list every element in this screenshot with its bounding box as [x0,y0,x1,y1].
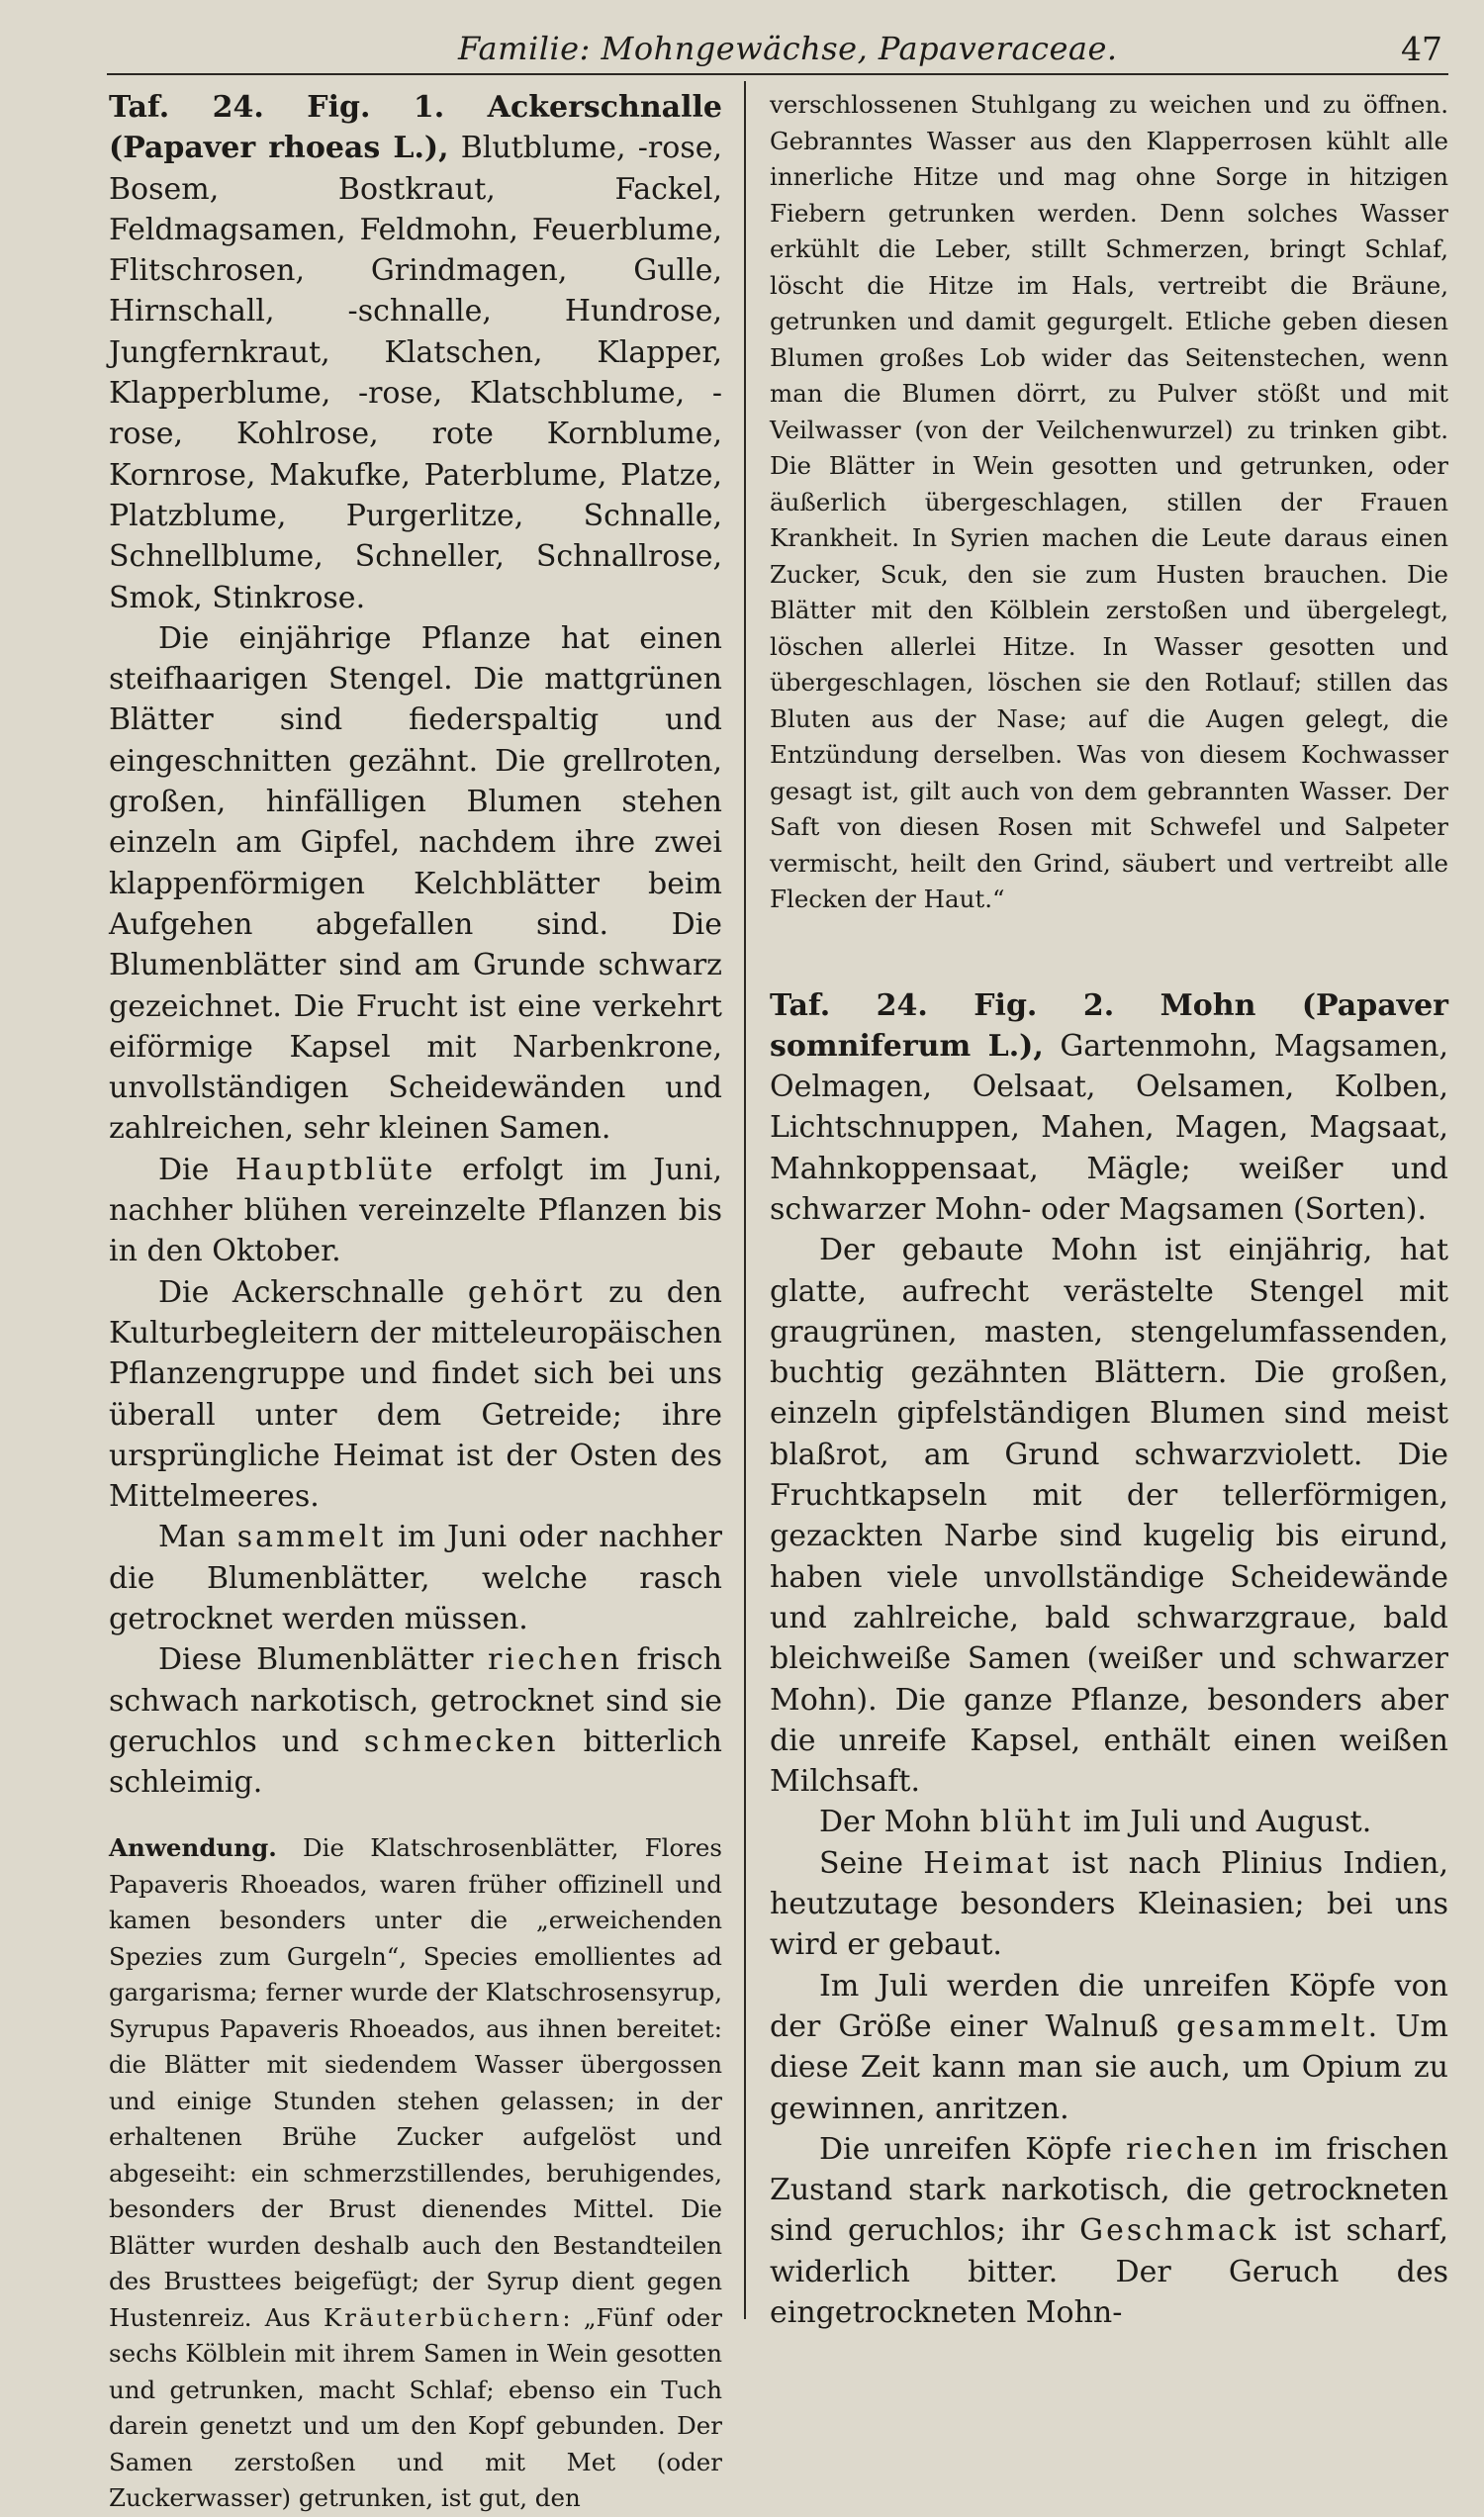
entry-mohn-intro [770,985,1448,1231]
text-run: im Juni oder nachher die Blumenblätter, welche rasch getrocknet werden müssen. [109,1520,723,1636]
text-run: ist scharf, widerlich bitter. Der Geruch des eingetrockneten Mohn- [770,2213,1448,2330]
smell-taste-paragraph [109,1639,722,1803]
text-run: . Um diese Zeit kann man sie auch, um Opium zu gewinnen, anritzen. [770,2008,1448,2126]
collection-paragraph [109,1517,722,1639]
paragraph-gap [770,918,1448,985]
text-run: Diese Blumenblätter [158,1642,489,1678]
running-head [107,24,1442,75]
description-paragraph: Der gebaute Mohn ist einjährig, hat glatte, aufrecht verästelte Stengel mit graugrünen, masten, stengelumfassenden, buchtig gezähnten Blättern. Die großen, einzeln gipfelständigen Blumen sind meist blaßrot, am Grund schwarzviolett. Die Fruchtkapseln mit der tellerförmigen, gezackten Narbe sind kugelig bis eirund, haben viele unvollständige Scheidewände und zahlreiche, bald schwarzgraue, bald bleichweiße Samen (weißer und schwarzer Mohn). Die ganze Pflanze, besonders aber die unreife Kapsel, enthält einen weißen Milchsaft. [770,1233,1448,1800]
spaced-term: sammelt [236,1520,387,1555]
text-run: Die unreifen Köpfe [819,2131,1127,2167]
left-column [109,87,722,2517]
text-run: Man [158,1520,237,1555]
text-run: : „Fünf oder sechs Kölblein mit ihrem Samen in Wein gesotten und getrunken, macht Schlaf; ebenso ein Tuch darein genetzt und um den Kopf gebunden. Der Samen zerstoßen und mit Met (oder Zuckerwasser) getrunken, ist gut, den [109,2302,722,2513]
text-run: Im Juli werden die unreifen Köpfe von der Größe einer Walnuß [770,1968,1448,2044]
right-column [770,87,1448,2333]
entry-ackerschnalle-heading: Taf. 24. Fig. 1. Ackerschnalle (Papaver rhoeas L.), [109,90,722,166]
spaced-term: Hauptblüte [234,1152,436,1187]
running-title: Familie: Mohngewächse, Papaveraceae. [458,30,1118,67]
spaced-term: riechen [488,1642,622,1678]
text-run: Der Mohn [819,1805,980,1840]
habitat-paragraph [109,1272,722,1518]
text-run: ist nach Plinius Indien, heutzutage besonders Kleinasien; bei uns wird er gebaut. [770,1845,1448,1963]
collection-paragraph [770,1966,1448,2129]
spaced-term: Heimat [923,1845,1053,1881]
description-paragraph: Die einjährige Pflanze hat einen steifhaarigen Stengel. Die mattgrünen Blätter sind fiederspaltig und eingeschnitten gezähnt. Die grellroten, großen, hinfälligen Blumen stehen einzeln am Gipfel, nachdem ihre zwei klappenförmigen Kelchblätter beim Aufgehen abgefallen sind. Die Blumenblätter sind am Grunde schwarz gezeichnet. Die Frucht ist eine verkehrt eiförmige Kapsel mit Narbenkrone, unvollständigen Scheidewänden und zahlreichen, sehr kleinen Samen. [109,620,722,1147]
entry-mohn-synonyms: Gartenmohn, Magsamen, Oelmagen, Oelsaat, Oelsamen, Kolben, Lichtschnuppen, Mahen, Magen, Magsaat, Mahnkoppensaat, Mägle; weißer und schwarzer Mohn- oder Magsamen (Sorten). [770,1028,1448,1227]
text-run: erfolgt im Juni, nachher blühen vereinzelte Pflanzen bis in den Oktober. [109,1152,722,1269]
spaced-term: schmecken [363,1724,559,1759]
spaced-term: Geschmack [1079,2213,1279,2249]
paragraph-gap [109,1803,722,1830]
flowering-paragraph [770,1802,1448,1842]
smell-taste-paragraph [770,2129,1448,2333]
entry-ackerschnalle-synonyms: Blutblume, -rose, Bosem, Bostkraut, Fackel, Feldmagsamen, Feldmohn, Feuerblume, Flitschrosen, Grindmagen, Gulle, Hirnschall, -schnalle, Hundrose, Jungfernkraut, Klatschen, Klapper, Klapperblume, -rose, Klatschblume, -rose, Kohlrose, rote Kornblume, Kornrose, Makufke, Paterblume, Platze, Platzblume, Purgerlitze, Schnalle, Schnellblume, Schneller, Schnallrose, Smok, Stinkrose. [109,131,722,615]
text-run: zu den Kulturbegleitern der mitteleuropäischen Pflanzengruppe und findet sich bei uns überall unter dem Getreide; ihre ursprüngliche Heimat ist der Osten des Mittelmeeres. [109,1274,722,1515]
text-run: im Juli und August. [1073,1805,1372,1840]
usage-continuation: verschlossenen Stuhlgang zu weichen und zu öffnen. Gebranntes Wasser aus den Klapperrosen kühlt alle innerliche Hitze und mag ohne Sorge in hitzigen Fiebern getrunken werden. Denn solches Wasser erkühlt die Leber, stillt Schmerzen, bringt Schlaf, löscht die Hitze im Hals, vertreibt die Bräune, getrunken und damit gegurgelt. Etliche geben diesen Blumen großes Lob wider das Seitenstechen, wenn man die Blumen dörrt, zu Pulver stößt und mit Veilwasser (von der Veilchenwurzel) zu trinken gibt. Die Blätter in Wein gesotten und getrunken, oder äußerlich übergeschlagen, stillen der Frauen Krankheit. In Syrien machen die Leute daraus einen Zucker, Scuk, den sie zum Husten brauchen. Die Blätter mit den Kölblein zerstoßen und übergelegt, löschen allerlei Hitze. In Wasser gesotten und übergeschlagen, löschen sie den Rotlauf; stillen das Bluten aus der Nase; auf die Augen gelegt, die Entzündung derselben. Was von diesem Kochwasser gesagt ist, gilt auch von dem gebrannten Wasser. Der Saft von diesen Rosen mit Schwefel und Salpeter vermischt, heilt den Grind, säubert und vertreibt alle Flecken der Haut.“ [770,90,1448,913]
text-run: bitterlich schleimig. [109,1724,722,1801]
spaced-term: Kräuterbüchern [324,2302,563,2332]
habitat-paragraph [770,1843,1448,1966]
page-number: 47 [1401,30,1442,68]
spaced-term: riechen [1126,2131,1261,2167]
column-divider [744,81,746,2319]
flowering-paragraph [109,1150,722,1272]
text-run: Die Klatschrosenblätter, Flores Papaveris Rhoeados, waren früher offizinell und kamen besonders unter die „erweichenden Spezies zum Gurgeln“, Species emollientes ad gargarisma; ferner wurde der Klatschrosensyrup, Syrupus Papaveris Rhoeados, aus ihnen bereitet: die Blätter mit siedendem Wasser übergossen und einige Stunden stehen gelassen; in der erhaltenen Brühe Zucker aufgelöst und abgeseiht: ein schmerzstillendes, beruhigendes, besonders der Brust dienendes Mittel. Die Blätter wurden deshalb auch den Bestandteilen des Brusttees beigefügt; der Syrup dient gegen Hustenreiz. Aus [109,1833,722,2332]
entry-mohn-heading: Taf. 24. Fig. 2. Mohn (Papaver somniferum L.), [770,987,1448,1064]
text-run: frisch schwach narkotisch, getrocknet sind sie geruchlos und [109,1642,723,1759]
text-run: Die Ackerschnalle [158,1274,468,1310]
spaced-term: gesammelt [1176,2008,1368,2044]
usage-paragraph [109,1830,722,2517]
text-run: im frischen Zustand stark narkotisch, die getrockneten sind geruchlos; ihr [770,2131,1449,2249]
spaced-term: gehört [467,1274,586,1310]
entry-ackerschnalle-intro [109,87,722,618]
text-run: Seine [819,1845,924,1881]
spaced-term: blüht [979,1805,1074,1840]
usage-label: Anwendung. [109,1833,277,1863]
header-rule [107,73,1448,75]
text-run: Die [158,1152,235,1187]
